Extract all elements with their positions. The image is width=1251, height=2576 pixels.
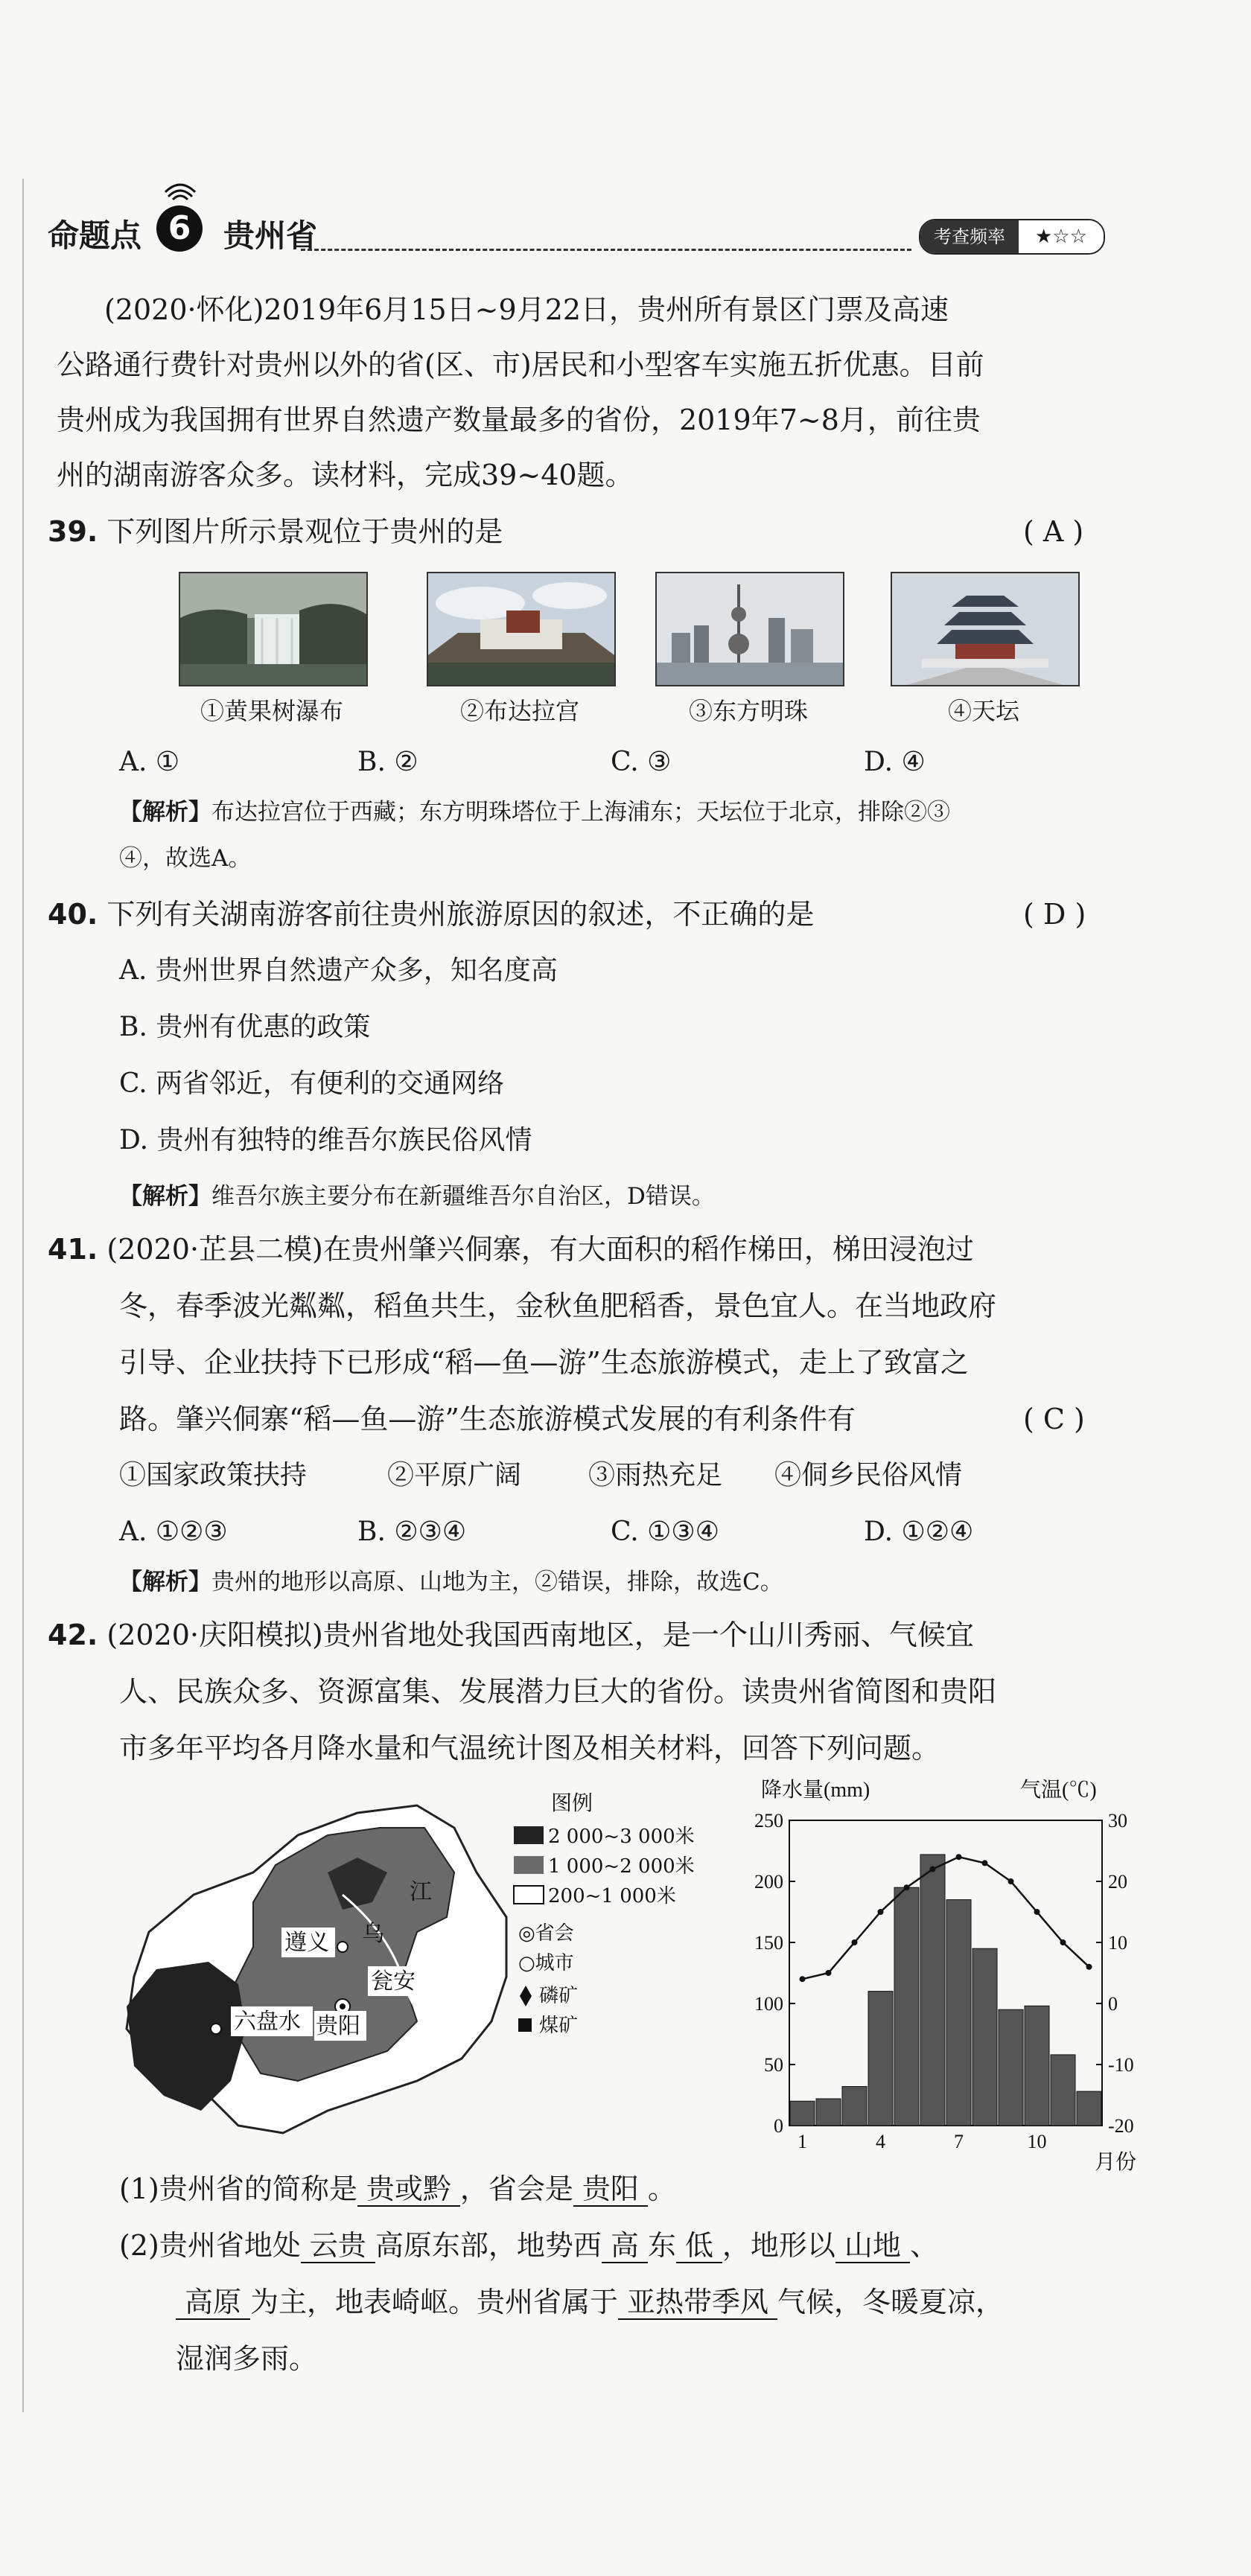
explanation-41 — [119, 1559, 1132, 1605]
legend-coal: 煤矿 — [539, 2015, 579, 2037]
sub-question-1 — [119, 2171, 676, 2207]
sub1-answer-abbr: 贵或黔 — [357, 2172, 460, 2207]
x-tick-label: 7 — [954, 2131, 964, 2152]
precipitation-bar — [1025, 2006, 1049, 2126]
header-title: 命题点 — [48, 217, 142, 254]
y-right-tick-label: 20 — [1108, 1871, 1127, 1893]
question-41 — [48, 1231, 974, 1267]
temperature-point — [878, 1909, 884, 1915]
header-topic: 贵州省 — [223, 217, 318, 254]
legend-swatch-low — [514, 1886, 544, 1904]
answer-39: ( A ) — [1023, 515, 1084, 548]
option-b: B. 贵州有优惠的政策 — [119, 1012, 371, 1042]
temperature-point — [1060, 1939, 1066, 1945]
y-right-tick-label: 30 — [1108, 1810, 1127, 1831]
x-tick-label: 10 — [1027, 2131, 1047, 2152]
map-city-zunyi — [337, 1942, 348, 1952]
question-number: 42. — [48, 1619, 98, 1651]
question-41-line-2: 冬，春季波光粼粼，稻鱼共生，金秋鱼肥稻香，景色宜人。在当地政府 — [119, 1289, 997, 1322]
explanation-label: 【解析】 — [119, 1569, 211, 1595]
temperature-point — [1008, 1878, 1014, 1884]
legend-swatch-mid — [514, 1856, 544, 1874]
question-stem: 下列图片所示景观位于贵州的是 — [106, 515, 503, 548]
precipitation-bar — [999, 2009, 1023, 2126]
y-left-tick-label: 200 — [754, 1871, 783, 1893]
question-41-line-4: 路。肇兴侗寨“稻—鱼—游”生态旅游模式发展的有利条件有 — [119, 1403, 856, 1435]
y-left-tick-label: 150 — [754, 1932, 783, 1954]
x-tick-label: 1 — [798, 2131, 807, 2152]
question-42-line-3: 市多年平均各月降水量和气温统计图及相关材料，回答下列问题。 — [119, 1732, 940, 1764]
option-a: A. ① — [119, 747, 180, 777]
sub2-text-1: 高原东部，地势西 — [375, 2229, 602, 2262]
temperature-point — [930, 1866, 936, 1872]
precipitation-bar — [973, 1948, 997, 2126]
temperature-point — [1086, 1964, 1092, 1970]
temperature-point — [852, 1939, 858, 1945]
sub2-text-6: 气候，冬暖夏凉， — [777, 2286, 1005, 2318]
caption-2: ②布达拉宫 — [459, 697, 579, 725]
sub1-answer-capital: 贵阳 — [573, 2172, 648, 2207]
condition-2: ②平原广阔 — [387, 1460, 522, 1491]
sub-question-2-line-2 — [176, 2284, 1004, 2320]
question-number: 39. — [48, 515, 98, 548]
frequency-label: 考查频率 — [920, 220, 1019, 253]
option-b: B. ② — [357, 747, 418, 777]
frequency-badge — [919, 219, 1105, 255]
photo-oriental-pearl — [655, 572, 844, 686]
temperature-point — [800, 1976, 806, 1982]
sub2-answer-terrain-2: 高原 — [176, 2286, 250, 2320]
sub2-text-4: 、 — [909, 2229, 938, 2262]
photo-temple-of-heaven — [891, 572, 1080, 686]
option-d: D. 贵州有独特的维吾尔族民俗风情 — [119, 1125, 532, 1155]
sub2-text: (2)贵州省地处 — [119, 2229, 301, 2262]
sub2-text-2: 东 — [647, 2229, 676, 2262]
sub1-text-mid: ，省会是 — [459, 2172, 573, 2205]
sub2-answer-west: 高 — [602, 2229, 648, 2263]
intro-line-1: (2020·怀化)2019年6月15日~9月22日，贵州所有景区门票及高速 — [104, 293, 949, 326]
sub-question-2-line-3: 湿润多雨。 — [176, 2342, 318, 2375]
legend-item-high: 2 000~3 000米 — [548, 1826, 695, 1848]
section-header — [48, 203, 1135, 262]
intro-line-3: 贵州成为我国拥有世界自然遗产数量最多的省份，2019年7~8月，前往贵 — [57, 404, 981, 436]
intro-line-4: 州的湖南游客众多。读材料，完成39~40题。 — [57, 459, 634, 491]
question-stem: 下列有关湖南游客前往贵州旅游原因的叙述，不正确的是 — [106, 898, 815, 931]
question-number: 41. — [48, 1233, 98, 1266]
option-c: C. ①③④ — [611, 1517, 719, 1547]
y-left-label: 降水量(mm) — [761, 1779, 870, 1802]
margin-line — [22, 179, 24, 2412]
option-d: D. ④ — [864, 747, 926, 777]
temperature-point — [826, 1970, 832, 1976]
precipitation-bar — [946, 1900, 971, 2126]
option-c: C. ③ — [611, 747, 672, 777]
phosphate-icon — [520, 1986, 532, 2006]
y-right-tick-label: -20 — [1108, 2115, 1134, 2137]
header-divider — [301, 249, 911, 251]
legend-capital: ◎省会 — [518, 1922, 574, 1945]
frequency-stars: ★☆☆ — [1019, 220, 1104, 253]
climate-chart — [745, 1776, 1162, 2178]
signal-icon — [164, 180, 197, 203]
precipitation-bar — [868, 1992, 893, 2126]
answer-40: ( D ) — [1023, 898, 1086, 931]
question-line-1: (2020·芷县二模)在贵州肇兴侗寨，有大面积的稻作梯田，梯田浸泡过 — [106, 1233, 974, 1266]
sub2-answer-terrain: 山地 — [835, 2229, 910, 2263]
question-42-line-2: 人、民族众多、资源富集、发展潜力巨大的省份。读贵州省简图和贵阳 — [119, 1675, 997, 1708]
question-41-line-3: 引导、企业扶持下已形成“稻—鱼—游”生态旅游模式，走上了致富之 — [119, 1346, 969, 1379]
precipitation-bar — [1077, 2091, 1101, 2126]
temperature-line — [803, 1857, 1089, 1979]
explanation-39 — [119, 789, 1132, 881]
legend-phosphate: 磷矿 — [539, 1985, 579, 2007]
explanation-label: 【解析】 — [119, 1183, 211, 1210]
question-39 — [48, 514, 503, 549]
legend-item-low: 200~1 000米 — [548, 1885, 676, 1907]
y-left-tick-label: 100 — [754, 1993, 783, 2015]
question-40 — [48, 896, 814, 932]
legend-item-mid: 1 000~2 000米 — [548, 1855, 695, 1878]
temperature-point — [956, 1854, 962, 1860]
sub2-answer-plateau: 云贵 — [301, 2229, 375, 2263]
y-right-tick-label: 10 — [1108, 1932, 1127, 1954]
explanation-text: 布达拉宫位于西藏；东方明珠塔位于上海浦东；天坛位于北京，排除②③ — [211, 799, 950, 826]
legend-swatch-high — [514, 1826, 544, 1844]
explanation-text: 贵州的地形以高原、山地为主，②错误，排除，故选C。 — [211, 1569, 783, 1595]
photo-potala-palace — [427, 572, 616, 686]
sub-question-2 — [119, 2228, 938, 2263]
sub2-text-3: ，地形以 — [722, 2229, 835, 2262]
y-right-tick-label: -10 — [1108, 2054, 1134, 2076]
x-tick-label: 4 — [876, 2131, 885, 2152]
answer-41: ( C ) — [1023, 1403, 1085, 1435]
precipitation-bar — [842, 2087, 867, 2126]
question-line-1: (2020·庆阳模拟)贵州省地处我国西南地区，是一个山川秀丽、气候宜 — [106, 1619, 974, 1651]
temperature-point — [904, 1884, 910, 1890]
precipitation-bar — [1051, 2055, 1075, 2126]
label-zunyi: 遵义 — [284, 1930, 329, 1956]
intro-line-2: 公路通行费针对贵州以外的省(区、市)居民和小型客车实施五折优惠。目前 — [57, 348, 984, 381]
sub2-answer-climate: 亚热带季风 — [618, 2286, 777, 2320]
option-b: B. ②③④ — [357, 1517, 467, 1547]
sub1-text-end: 。 — [647, 2172, 676, 2205]
precipitation-bar — [790, 2101, 815, 2126]
label-wengan: 瓮安 — [371, 1968, 416, 1995]
sub1-text: (1)贵州省的简称是 — [119, 2172, 357, 2205]
condition-3: ③雨热充足 — [588, 1460, 723, 1491]
explanation-label: 【解析】 — [119, 799, 211, 826]
label-liupanshui: 六盘水 — [234, 2009, 301, 2035]
option-d: D. ①②④ — [864, 1517, 974, 1547]
coal-icon — [518, 2018, 532, 2032]
y-left-tick-label: 0 — [774, 2115, 783, 2137]
header-number-badge: 6 — [156, 205, 203, 252]
caption-3: ③东方明珠 — [688, 697, 808, 725]
explanation-40 — [119, 1173, 1132, 1220]
option-a: A. 贵州世界自然遗产众多，知名度高 — [119, 955, 558, 986]
map-city-liupanshui — [211, 2024, 221, 2034]
legend-city: ○城市 — [518, 1952, 574, 1974]
sub2-text-5: 为主，地表崎岖。贵州省属于 — [250, 2286, 619, 2318]
y-right-label: 气温(℃) — [1020, 1779, 1097, 1802]
y-left-tick-label: 250 — [754, 1810, 783, 1831]
legend-title: 图例 — [551, 1791, 593, 1815]
caption-4: ④天坛 — [947, 697, 1019, 725]
label-jiang: 江 — [410, 1879, 432, 1905]
temperature-point — [1034, 1909, 1040, 1915]
y-right-tick-label: 0 — [1108, 1993, 1118, 2015]
x-axis-label: 月份 — [1095, 2151, 1137, 2174]
question-42 — [48, 1617, 974, 1653]
photo-waterfall — [179, 572, 368, 686]
condition-1: ①国家政策扶持 — [119, 1460, 308, 1491]
precipitation-bar — [920, 1855, 945, 2126]
label-wu: 乌 — [362, 1921, 384, 1947]
condition-4: ④侗乡民俗风情 — [774, 1460, 963, 1491]
guizhou-map — [104, 1783, 760, 2155]
label-guiyang: 贵阳 — [316, 2013, 360, 2039]
explanation-text: 维吾尔族主要分布在新疆维吾尔自治区，D错误。 — [211, 1183, 715, 1210]
option-a: A. ①②③ — [119, 1517, 228, 1547]
y-left-tick-label: 50 — [764, 2054, 783, 2076]
temperature-point — [982, 1860, 988, 1866]
precipitation-bar — [816, 2099, 841, 2126]
option-c: C. 两省邻近，有便利的交通网络 — [119, 1068, 505, 1099]
caption-1: ①黄果树瀑布 — [200, 697, 343, 725]
precipitation-bar — [894, 1887, 919, 2126]
explanation-text-2: ④，故选A。 — [119, 845, 252, 872]
question-number: 40. — [48, 898, 98, 931]
sub2-answer-east: 低 — [676, 2229, 722, 2263]
